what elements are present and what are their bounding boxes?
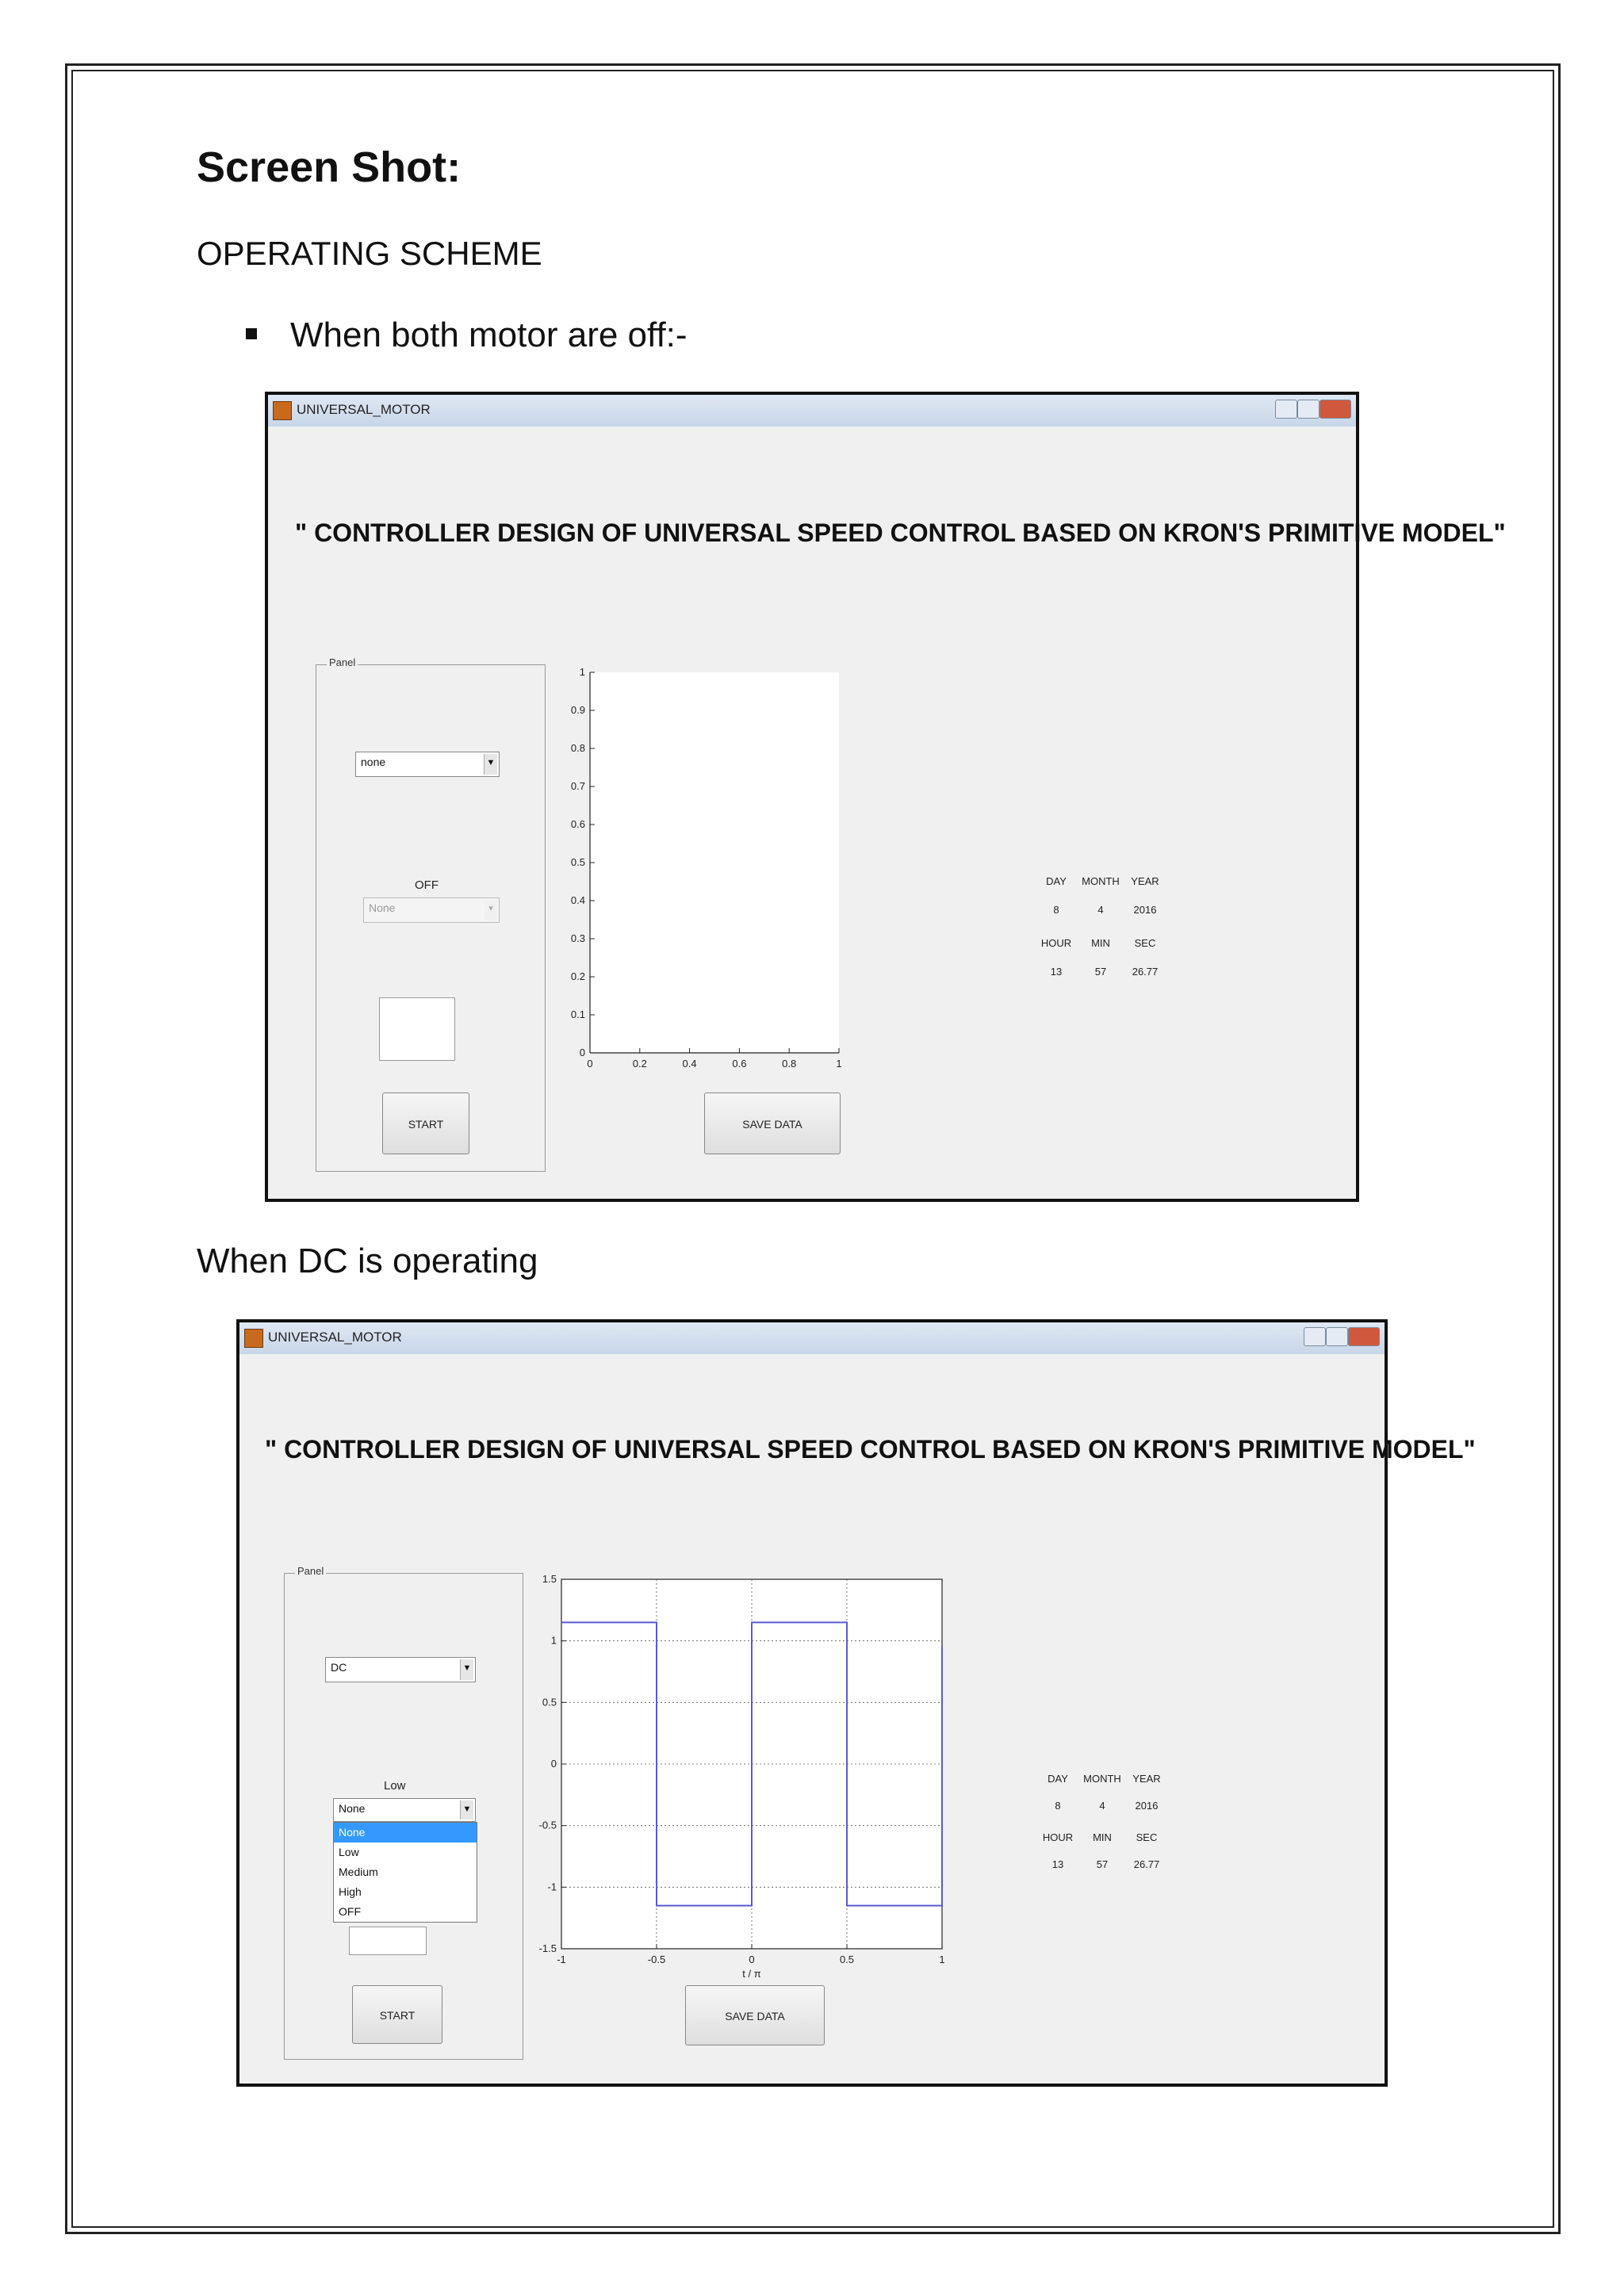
- day-label: DAY: [1046, 875, 1067, 887]
- panel-label: Panel: [327, 656, 358, 668]
- y-tick-label: -0.5: [538, 1819, 557, 1831]
- x-tick-label: 0: [749, 1954, 755, 1965]
- x-axis-label: t / π: [742, 1968, 761, 1980]
- x-tick-label: 0.6: [732, 1058, 747, 1070]
- speed-option-none[interactable]: None: [334, 1823, 477, 1843]
- speed-dropdown-list[interactable]: [333, 1822, 477, 1923]
- screenshot-window-dc: [236, 1319, 1476, 2087]
- window-title: UNIVERSAL_MOTOR: [268, 1330, 402, 1345]
- chevron-down-icon[interactable]: ▾: [485, 900, 497, 920]
- month-value: 4: [1097, 904, 1104, 916]
- motor-select[interactable]: [325, 1657, 476, 1682]
- chevron-down-icon[interactable]: ▼: [460, 1800, 473, 1820]
- value-edit-box[interactable]: [349, 1927, 427, 1955]
- min-value: 57: [1094, 966, 1107, 978]
- x-tick-label: 1: [836, 1058, 842, 1070]
- matlab-app-icon: [273, 401, 292, 420]
- speed-select[interactable]: [333, 1798, 476, 1822]
- section-subheading: OPERATING SCHEME: [197, 235, 542, 272]
- chevron-down-icon[interactable]: ▼: [460, 1659, 473, 1680]
- maximize-icon[interactable]: [1297, 400, 1320, 419]
- y-tick-label: 0.9: [570, 704, 585, 716]
- save-data-button[interactable]: [704, 1093, 841, 1154]
- page-heading: Screen Shot:: [197, 144, 462, 191]
- window-titlebar: [268, 395, 1356, 427]
- y-tick-label: 0.7: [570, 780, 585, 792]
- min-label: MIN: [1093, 1831, 1112, 1843]
- y-tick-label: 0.8: [570, 742, 585, 754]
- window-titlebar: [239, 1322, 1385, 1354]
- x-tick-label: 0: [587, 1058, 593, 1070]
- y-tick-label: 0.5: [542, 1696, 557, 1709]
- plot-axes-empty: [561, 656, 847, 1085]
- bullet-text: When both motor are off:-: [290, 316, 688, 354]
- hour-value: 13: [1050, 966, 1063, 978]
- speed-select-value: None: [339, 1802, 366, 1815]
- year-value: 2016: [1133, 904, 1157, 916]
- start-button-label: START: [379, 2009, 416, 2022]
- start-button-label: START: [408, 1118, 444, 1131]
- window-controls: [1275, 400, 1351, 420]
- y-tick-label: 1: [579, 666, 585, 678]
- sec-value: 26.77: [1132, 966, 1159, 978]
- maximize-icon[interactable]: [1326, 1327, 1348, 1346]
- sec-label: SEC: [1134, 937, 1156, 949]
- minimize-icon[interactable]: [1304, 1327, 1326, 1346]
- year-label: YEAR: [1131, 875, 1159, 887]
- x-tick-label: 0.5: [839, 1954, 855, 1965]
- mode-label: Low: [384, 1779, 406, 1793]
- y-tick-label: 0.1: [570, 1008, 585, 1020]
- sec-value: 26.77: [1133, 1858, 1160, 1870]
- window-title: UNIVERSAL_MOTOR: [297, 402, 431, 417]
- motor-select[interactable]: [355, 752, 500, 777]
- minimize-icon[interactable]: [1275, 400, 1297, 419]
- y-tick-label: 1: [550, 1634, 557, 1647]
- y-tick-label: 0.3: [570, 932, 585, 944]
- y-tick-label: 0.4: [570, 894, 585, 906]
- save-data-button-label: SAVE DATA: [725, 2010, 785, 2022]
- year-value: 2016: [1135, 1800, 1159, 1812]
- x-tick-label: 1: [939, 1954, 945, 1965]
- x-tick-label: -0.5: [647, 1954, 666, 1965]
- plot-area: [590, 672, 839, 1053]
- month-label: MONTH: [1082, 875, 1120, 887]
- chevron-down-icon[interactable]: ▼: [484, 754, 497, 775]
- mode-label: OFF: [415, 878, 439, 892]
- close-icon[interactable]: [1348, 1327, 1380, 1346]
- month-value: 4: [1099, 1800, 1105, 1812]
- x-tick-label: 0.8: [782, 1058, 797, 1070]
- speed-select[interactable]: [363, 897, 500, 923]
- hour-label: HOUR: [1042, 1831, 1074, 1843]
- plot-axes-square-wave: [530, 1567, 950, 1995]
- speed-select-value: None: [369, 901, 396, 914]
- motor-select-value: DC: [331, 1661, 347, 1674]
- y-tick-label: -1: [547, 1881, 557, 1893]
- window-controls: [1304, 1327, 1380, 1348]
- y-tick-label: 0: [579, 1047, 585, 1058]
- hour-label: HOUR: [1040, 937, 1072, 949]
- day-value: 8: [1055, 1800, 1061, 1812]
- x-tick-label: -1: [557, 1954, 566, 1965]
- min-label: MIN: [1091, 937, 1110, 949]
- motor-select-value: none: [361, 756, 386, 768]
- day-value: 8: [1053, 904, 1059, 916]
- app-title: " CONTROLLER DESIGN OF UNIVERSAL SPEED CONTROL BASED ON KRON'S PRIMITIVE MODEL": [265, 1435, 1476, 1464]
- matlab-app-icon: [244, 1329, 263, 1348]
- speed-option-high[interactable]: High: [339, 1885, 362, 1898]
- bullet-square-icon: [246, 328, 257, 339]
- x-tick-label: 0.4: [682, 1058, 697, 1070]
- app-title: " CONTROLLER DESIGN OF UNIVERSAL SPEED CONTROL BASED ON KRON'S PRIMITIVE MODEL": [295, 519, 1506, 547]
- bullet-item: [246, 316, 688, 355]
- y-tick-label: 0: [550, 1758, 557, 1770]
- speed-option-medium[interactable]: Medium: [339, 1866, 378, 1878]
- screenshot-window-off: [265, 392, 1506, 1202]
- start-button[interactable]: [352, 1985, 442, 2044]
- x-tick-label: 0.2: [632, 1058, 647, 1070]
- year-label: YEAR: [1132, 1773, 1161, 1785]
- close-icon[interactable]: [1320, 400, 1351, 419]
- day-label: DAY: [1048, 1773, 1068, 1785]
- panel-label: Panel: [295, 1565, 326, 1577]
- y-tick-label: 1.5: [542, 1573, 557, 1585]
- start-button[interactable]: [382, 1093, 469, 1154]
- dc-operating-caption: When DC is operating: [197, 1242, 538, 1280]
- y-tick-label: -1.5: [538, 1942, 557, 1954]
- month-label: MONTH: [1083, 1773, 1121, 1785]
- y-tick-label: 0.2: [570, 970, 585, 982]
- save-data-button-label: SAVE DATA: [742, 1118, 802, 1131]
- speed-option-low[interactable]: Low: [339, 1846, 359, 1858]
- save-data-button[interactable]: [685, 1985, 825, 2045]
- min-value: 57: [1096, 1858, 1109, 1870]
- hour-value: 13: [1051, 1858, 1064, 1870]
- sec-label: SEC: [1136, 1831, 1158, 1843]
- value-edit-box[interactable]: [379, 997, 455, 1061]
- speed-option-off[interactable]: OFF: [339, 1905, 361, 1918]
- y-tick-label: 0.5: [570, 856, 585, 868]
- y-tick-label: 0.6: [570, 818, 585, 830]
